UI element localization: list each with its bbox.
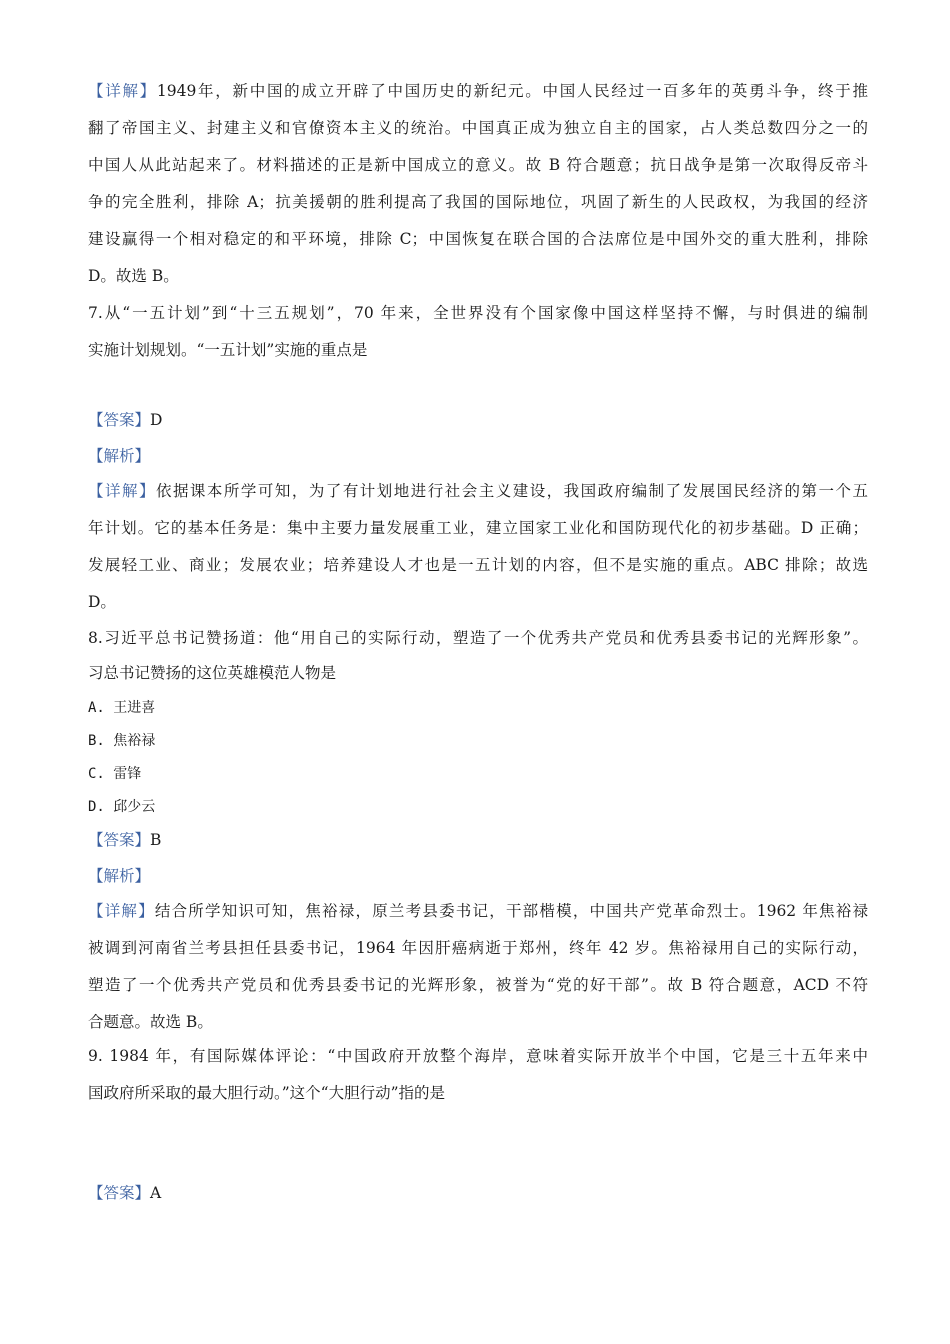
q7-detail-tag: 【详解】 xyxy=(88,482,156,500)
q9-answer xyxy=(88,1182,868,1204)
q7-detail-line-1: 【详解】依据课本所学可知，为了有计划地进行社会主义建设，我国政府编制了发展国民经济的第一个五 xyxy=(88,482,868,500)
q7-answer-value: D xyxy=(150,411,163,429)
q8-stem-line-2: 习总书记赞扬的这位英雄模范人物是 xyxy=(88,664,337,682)
q7-analysis-tag: 【解析】 xyxy=(88,447,151,465)
q7-detail-line-2: 年计划。它的基本任务是：集中主要力量发展重工业，建立国家工业化和国防现代化的初步基础。D 正确； xyxy=(88,519,868,537)
q8-answer-tag: 【答案】 xyxy=(88,831,151,849)
q8-detail-line-3: 塑造了一个优秀共产党员和优秀县委书记的光辉形象，被誉为“党的好干部”。故 B 符合题意，ACD 不符 xyxy=(88,976,868,994)
q9-stem-line-2: 国政府所采取的最大胆行动。”这个“大胆行动”指的是 xyxy=(88,1084,446,1102)
q6-detail-line-1: 【详解】1949年，新中国的成立开辟了中国历史的新纪元。中国人民经过一百多年的英勇斗争，终于推 xyxy=(88,82,868,100)
q6-detail-line-5: 建设赢得一个相对稳定的和平环境，排除 C；中国恢复在联合国的合法席位是中国外交的重大胜利，排除 xyxy=(88,230,868,248)
q8-answer-value: B xyxy=(150,831,162,849)
q7-stem-line-2: 实施计划规划。“一五计划”实施的重点是 xyxy=(88,341,368,359)
q8-stem-line-1: 8.习近平总书记赞扬道：他“用自己的实际行动，塑造了一个优秀共产党员和优秀县委书记的光辉形象”。 xyxy=(88,629,868,647)
q8-option-c: C. 雷锋 xyxy=(88,766,142,782)
q8-detail-line-4: 合题意。故选 B。 xyxy=(88,1013,213,1031)
q7-detail-line-3: 发展轻工业、商业；发展农业；培养建设人才也是一五计划的内容，但不是实施的重点。ABC 排除；故选 xyxy=(88,556,868,574)
q7-answer xyxy=(88,409,868,431)
q8-detail-line-1: 【详解】结合所学知识可知，焦裕禄，原兰考县委书记，干部楷模，中国共产党革命烈士。1962 年焦裕禄 xyxy=(88,902,868,920)
q6-detail-line-6: D。故选 B。 xyxy=(88,267,179,285)
q8-option-a: A. 王进喜 xyxy=(88,700,156,716)
q9-answer-tag: 【答案】 xyxy=(88,1184,151,1202)
q8-analysis-tag: 【解析】 xyxy=(88,867,151,885)
q8-option-b: B. 焦裕禄 xyxy=(88,733,156,749)
q9-answer-value: A xyxy=(150,1184,162,1202)
q8-option-d: D. 邱少云 xyxy=(88,799,156,815)
q8-detail-tag: 【详解】 xyxy=(88,902,155,920)
q6-detail-line-2: 翻了帝国主义、封建主义和官僚资本主义的统治。中国真正成为独立自主的国家，占人类总数四分之一的 xyxy=(88,119,868,137)
q8-answer xyxy=(88,829,868,851)
q6-detail-tag: 【详解】 xyxy=(88,82,157,100)
q6-detail-line-3: 中国人从此站起来了。材料描述的正是新中国成立的意义。故 B 符合题意；抗日战争是第一次取得反帝斗 xyxy=(88,156,868,174)
q9-stem-line-1: 9. 1984 年，有国际媒体评论：“中国政府开放整个海岸，意味着实际开放半个中国，它是三十五年来中 xyxy=(88,1047,868,1065)
q6-detail-line-4: 争的完全胜利，排除 A；抗美援朝的胜利提高了我国的国际地位，巩固了新生的人民政权，为我国的经济 xyxy=(88,193,868,211)
q8-detail-line-2: 被调到河南省兰考县担任县委书记，1964 年因肝癌病逝于郑州，终年 42 岁。焦裕禄用自己的实际行动， xyxy=(88,939,868,957)
q7-detail-line-4: D。 xyxy=(88,593,116,611)
q7-stem-line-1: 7.从“一五计划”到“十三五规划”，70 年来，全世界没有个国家像中国这样坚持不懈，与时俱进的编制 xyxy=(88,304,868,322)
q7-answer-tag: 【答案】 xyxy=(88,411,151,429)
